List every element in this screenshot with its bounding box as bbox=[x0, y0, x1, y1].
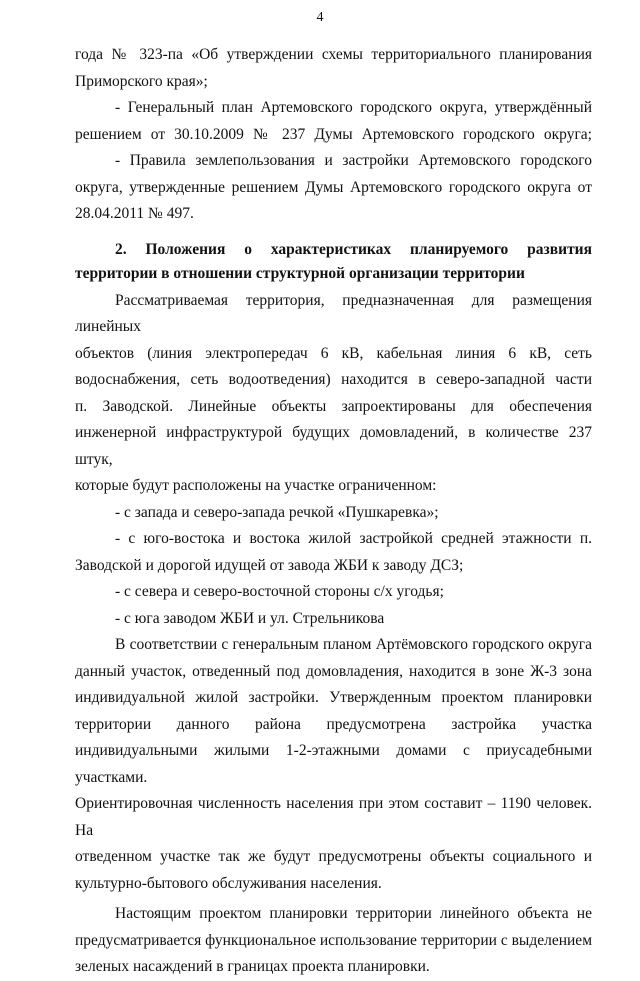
text-line: Рассматриваемая территория, предназначенная для размещения линейных bbox=[75, 291, 592, 335]
list-item: - с запада и северо-запада речкой «Пушкаревка»; bbox=[115, 503, 439, 521]
list-item: - с юго-востока и востока жилой застройкой средней этажности п. bbox=[115, 530, 592, 547]
text-line: п. Заводской. Линейные объекты запроектированы для обеспечения bbox=[75, 397, 592, 415]
text-line: Настоящим проектом планировки территории линейного объекта не bbox=[115, 905, 592, 922]
page-number: 4 bbox=[316, 10, 324, 25]
text-line: решением от 30.10.2009 № 237 Думы Артемовского городского округа; bbox=[75, 125, 592, 143]
text-line: зеленых насаждений в границах проекта планировки. bbox=[75, 958, 430, 975]
document-body bbox=[75, 42, 592, 981]
text-line: объектов (линия электропередач 6 кВ, кабельная линия 6 кВ, сеть bbox=[75, 344, 592, 362]
text-line: - Генеральный план Артемовского городского округа, утверждённый bbox=[115, 99, 592, 116]
text-line: 28.04.2011 № 497. bbox=[75, 205, 194, 222]
text-line: индивидуальной жилой застройки. Утвержденным проектом планировки bbox=[75, 689, 592, 706]
list-item: - с севера и северо-восточной стороны с/х угодья; bbox=[115, 583, 444, 600]
text-line: инженерной инфраструктурой будущих домовладений, в количестве 237 штук, bbox=[75, 424, 592, 468]
text-line: территории данного района предусмотрена застройка участка bbox=[75, 715, 592, 733]
text-line: Ориентировочная численность населения при этом составит – 1190 человек. На bbox=[75, 795, 592, 839]
text-line: Заводской и дорогой идущей от завода ЖБИ к заводу ДСЗ; bbox=[75, 556, 464, 574]
text-line: отведенном участке так же будут предусмотрены объекты социального и bbox=[75, 848, 592, 865]
text-line: округа, утвержденные решением Думы Артемовского городского округа от bbox=[75, 178, 592, 196]
text-line: индивидуальными жилыми 1-2-этажными домами с приусадебными участками. bbox=[75, 742, 592, 786]
text-line: водоснабжения, сеть водоотведения) находится в северо-западной части bbox=[75, 371, 592, 388]
text-line: данный участок, отведенный под домовладения, находится в зоне Ж-3 зона bbox=[75, 662, 592, 680]
text-line: культурно-бытового обслуживания населения. bbox=[75, 874, 382, 892]
section-heading: территории в отношении структурной организации территории bbox=[75, 264, 525, 282]
list-item: - с юга заводом ЖБИ и ул. Стрельникова bbox=[115, 609, 385, 627]
text-line: Приморского края»; bbox=[75, 72, 208, 90]
text-line: В соответствии с генеральным планом Артёмовского городского округа bbox=[115, 636, 592, 653]
text-line: предусматривается функциональное использование территории с выделением bbox=[75, 931, 592, 949]
text-line: которые будут расположены на участке ограниченном: bbox=[75, 477, 437, 494]
section-heading: 2. Положения о характеристиках планируемого развития bbox=[115, 240, 592, 258]
text-line: года № 323-па «Об утверждении схемы территориального планирования bbox=[75, 46, 592, 63]
text-line: - Правила землепользования и застройки Артемовского городского bbox=[115, 152, 592, 169]
